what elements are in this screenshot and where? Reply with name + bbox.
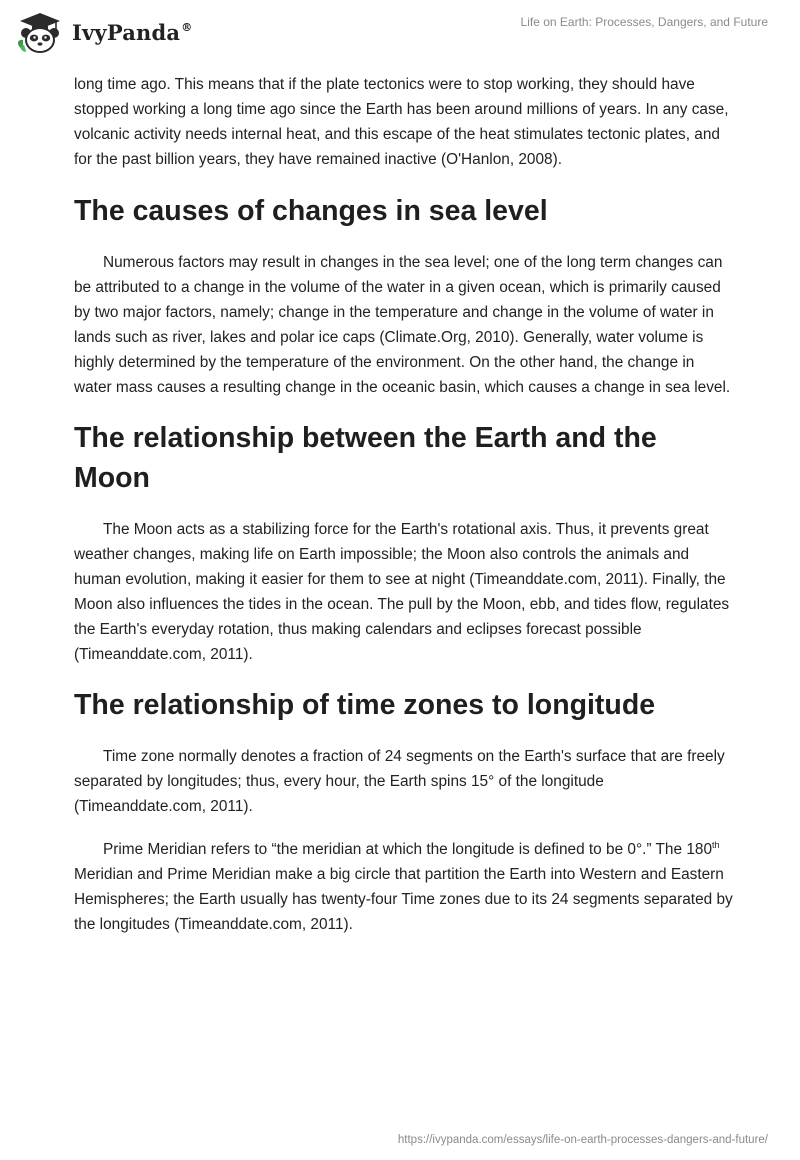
page-header	[0, 0, 800, 60]
heading-earth-moon: The relationship between the Earth and the Moon	[74, 422, 657, 494]
paragraph-time-zones: Time zone normally denotes a fraction of 24 segments on the Earth's surface that are freely separated by longitudes; thus, every hour, the Earth spins 15° of the longitude (Timeanddate.com, 2011).	[74, 748, 725, 815]
running-title: Life on Earth: Processes, Dangers, and Future	[520, 15, 768, 29]
heading-time-zones: The relationship of time zones to longitude	[74, 689, 656, 721]
ivypanda-logo[interactable]	[14, 6, 204, 58]
panda-graduate-icon	[14, 9, 66, 55]
meridian-text-start: Prime Meridian refers to “the meridian at which the longitude is defined to be 0°.” The 180	[103, 841, 712, 858]
logo-wordmark: IvyPanda®	[72, 19, 193, 45]
paragraph-prime-meridian	[74, 837, 734, 937]
meridian-text-end: Meridian and Prime Meridian make a big circle that partition the Earth into Western and Eastern Hemispheres; the Earth usually has twenty-four Time zones due to its 24 segments separated by the longitudes (Timeanddate.com, 2011).	[74, 866, 733, 933]
heading-sea-level: The causes of changes in sea level	[74, 195, 548, 227]
ordinal-superscript: th	[712, 840, 720, 850]
source-url-link[interactable]: https://ivypanda.com/essays/life-on-earth-processes-dangers-and-future/	[397, 1134, 768, 1146]
registered-mark: ®	[181, 20, 193, 34]
paragraph-sea-level: Numerous factors may result in changes in the sea level; one of the long term changes can be attributed to a change in the volume of the water in a given ocean, which is primarily caused by two major factors, namely; change in the temperature and change in the volume of water in lands such as river, lakes and polar ice caps (Climate.Org, 2010). Generally, water volume is highly determined by the temperature of the environment. On the other hand, the change in water mass causes a resulting change in the oceanic basin, which causes a change in sea level.	[74, 254, 731, 396]
paragraph-intro-continued: long time ago. This means that if the plate tectonics were to stop working, they should have stopped working a long time ago since the Earth has been around millions of years. In any case, volcanic activity needs internal heat, and this escape of the heat stimulates tectonic plates, and for the past billion years, they have remained inactive (O'Hanlon, 2008).	[74, 76, 729, 168]
paragraph-earth-moon: The Moon acts as a stabilizing force for the Earth's rotational axis. Thus, it prevents great weather changes, making life on Earth impossible; the Moon also controls the animals and human evolution, making it easier for them to see at night (Timeanddate.com, 2011). Finally, the Moon also influences the tides in the ocean. The pull by the Moon, ebb, and tides flow, regulates the Earth's everyday rotation, thus making calendars and eclipses forecast possible (Timeanddate.com, 2011).	[74, 521, 730, 663]
essay-body	[74, 72, 734, 937]
